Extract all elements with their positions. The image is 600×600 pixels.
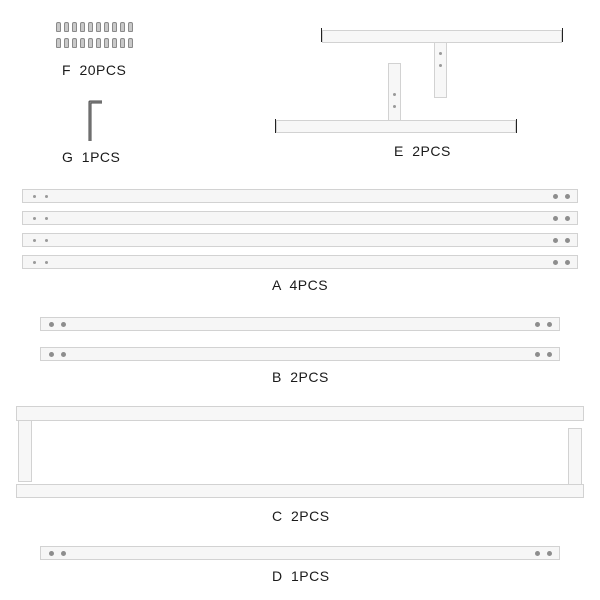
screw-icon bbox=[56, 38, 61, 48]
screw-icon bbox=[88, 38, 93, 48]
part-b-label: B 2PCS bbox=[272, 369, 329, 385]
part-f-label: F 20PCS bbox=[62, 62, 127, 78]
screw-icon bbox=[88, 22, 93, 32]
part-e-label: E 2PCS bbox=[394, 143, 451, 159]
screw-row bbox=[56, 22, 138, 33]
screw-icon bbox=[56, 22, 61, 32]
screws-group bbox=[56, 22, 138, 52]
screw-icon bbox=[96, 22, 101, 32]
screw-icon bbox=[128, 22, 133, 32]
screw-icon bbox=[64, 38, 69, 48]
screw-icon bbox=[104, 38, 109, 48]
allen-key-icon bbox=[84, 98, 106, 144]
screw-row bbox=[56, 38, 138, 49]
bar-a-4 bbox=[22, 255, 578, 269]
screw-icon bbox=[120, 22, 125, 32]
t-bracket-lower bbox=[274, 63, 518, 133]
screw-icon bbox=[72, 38, 77, 48]
bar-d bbox=[40, 546, 560, 560]
bar-a-2 bbox=[22, 211, 578, 225]
bar-a-1 bbox=[22, 189, 578, 203]
screw-icon bbox=[80, 22, 85, 32]
part-c-label: C 2PCS bbox=[272, 508, 330, 524]
screw-icon bbox=[112, 38, 117, 48]
bar-a-3 bbox=[22, 233, 578, 247]
part-d-label: D 1PCS bbox=[272, 568, 330, 584]
part-a-label: A 4PCS bbox=[272, 277, 329, 293]
screw-icon bbox=[72, 22, 77, 32]
screw-icon bbox=[96, 38, 101, 48]
screw-icon bbox=[112, 22, 117, 32]
screw-icon bbox=[120, 38, 125, 48]
screw-icon bbox=[64, 22, 69, 32]
screw-icon bbox=[128, 38, 133, 48]
screw-icon bbox=[80, 38, 85, 48]
frame-c bbox=[16, 406, 584, 498]
bar-b-1 bbox=[40, 317, 560, 331]
part-g-label: G 1PCS bbox=[62, 149, 121, 165]
screw-icon bbox=[104, 22, 109, 32]
bar-b-2 bbox=[40, 347, 560, 361]
